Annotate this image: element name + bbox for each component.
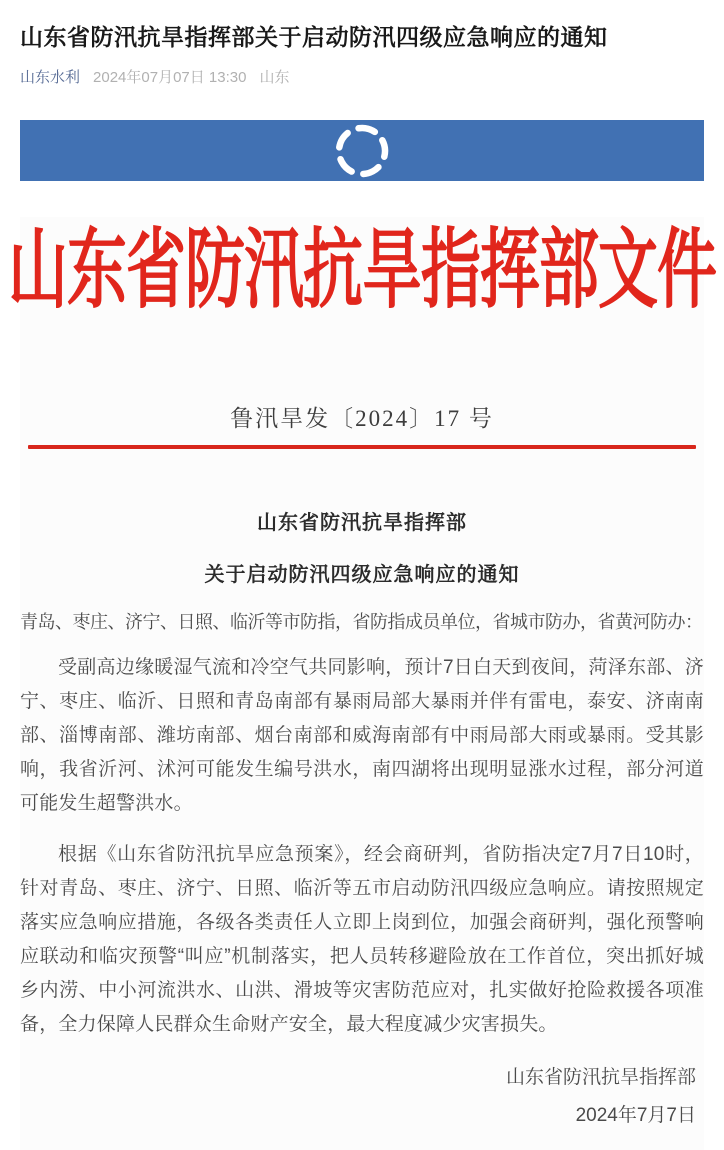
article-meta xyxy=(20,67,704,88)
document-number: 鲁汛旱发〔2024〕17 号 xyxy=(230,406,494,431)
document-heading-line2: 关于启动防汛四级应急响应的通知 xyxy=(204,564,520,586)
body-paragraph-2: 根据《山东省防汛抗旱应急预案》，经会商研判，省防指决定7月7日10时，针对青岛、枣庄、济宁、日照、临沂等五市启动防汛四级应急响应。请按照规定落实应急响应措施，各级各类责任人立即上岗到位，加强会商研判，强化预警响应联动和临灾预警“叫应”机制落实，把人员转移避险放在工作首位，突出抓好城乡内涝、中小河流洪水、山洪、滑坡等灾害防范应对，扎实做好抢险救援各项准备，全力保障人民群众生命财产安全，最大程度减少灾害损失。 xyxy=(20,844,704,1035)
loading-spinner-icon xyxy=(324,113,400,189)
document-heading-line1: 山东省防汛抗旱指挥部 xyxy=(257,512,467,534)
document-image-banner[interactable] xyxy=(20,120,704,181)
red-divider xyxy=(28,445,696,449)
article-page xyxy=(0,22,724,1131)
letterhead xyxy=(8,217,716,319)
publish-datetime: 2024年07月07日 13:30 xyxy=(93,69,247,86)
article-title: 山东省防汛抗旱指挥部关于启动防汛四级应急响应的通知 xyxy=(20,24,608,50)
document-body xyxy=(20,607,704,1042)
issuer-signature: 山东省防汛抗旱指挥部 xyxy=(505,1067,696,1088)
body-paragraph-1: 受副高边缘暖湿气流和冷空气共同影响，预计7日白天到夜间，菏泽东部、济宁、枣庄、临沂、日照和青岛南部有暴雨局部大暴雨并伴有雷电，泰安、济南南部、淄博南部、潍坊南部、烟台南部和威海南部有中雨局部大雨或暴雨。受其影响，我省沂河、沭河可能发生编号洪水，南四湖将出现明显涨水过程，部分河道可能发生超警洪水。 xyxy=(20,657,704,814)
publish-location: 山东 xyxy=(259,69,290,86)
letterhead-title: 山东省防汛抗旱指挥部文件 xyxy=(8,222,716,319)
salutation-line: 青岛、枣庄、济宁、日照、临沂等市防指，省防指成员单位，省城市防办，省黄河防办： xyxy=(20,612,703,632)
account-name-link[interactable]: 山东水利 xyxy=(20,69,81,86)
issue-date: 2024年7月7日 xyxy=(575,1105,696,1126)
official-document-image[interactable] xyxy=(8,217,716,1150)
